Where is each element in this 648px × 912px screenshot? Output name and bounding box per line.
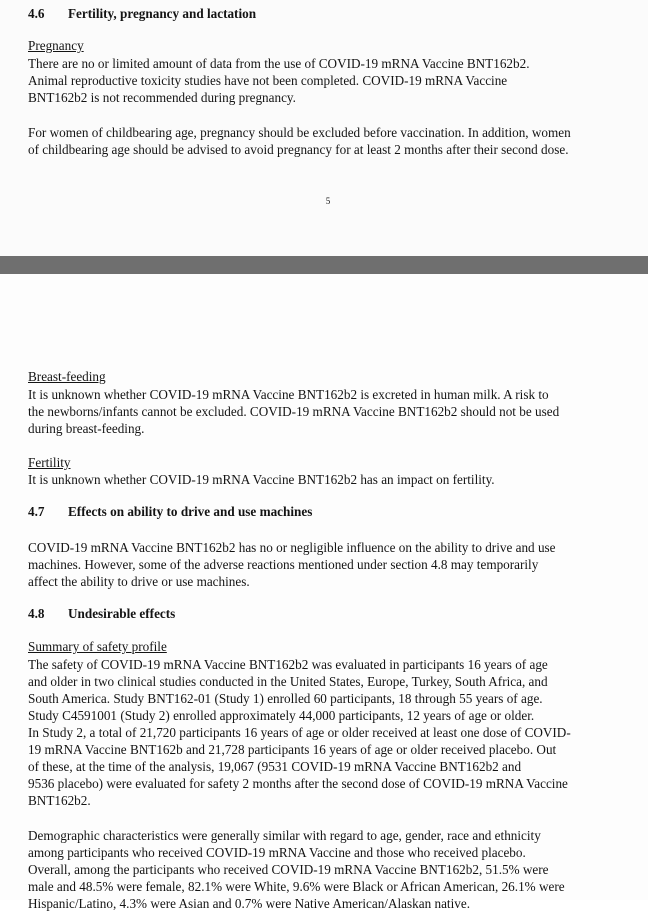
demographics-paragraph — [28, 827, 640, 912]
text-line: It is unknown whether COVID-19 mRNA Vaccine BNT162b2 is excreted in human milk. A risk to — [28, 387, 549, 402]
section-4-7-heading — [28, 504, 312, 520]
pregnancy-paragraph-2 — [28, 124, 640, 158]
text-line: Overall, among the participants who received COVID-19 mRNA Vaccine BNT162b2, 51.5% were — [28, 862, 549, 877]
text-line: South America. Study BNT162-01 (Study 1) enrolled 60 participants, 18 through 55 years of age. — [28, 691, 543, 706]
text-line: the newborns/infants cannot be excluded. COVID-19 mRNA Vaccine BNT162b2 should not be used — [28, 404, 560, 419]
pregnancy-paragraph-1 — [28, 55, 640, 106]
text-line: COVID-19 mRNA Vaccine BNT162b2 has no or negligible influence on the ability to drive and use — [28, 540, 556, 555]
section-number: 4.8 — [28, 606, 45, 621]
text-line: machines. However, some of the adverse reactions mentioned under section 4.8 may temporarily — [28, 557, 539, 572]
page-number: 5 — [325, 196, 331, 206]
text-line: Demographic characteristics were generally similar with regard to age, gender, race and ethnicity — [28, 828, 541, 843]
section-4-7-paragraph — [28, 539, 640, 590]
text-line: For women of childbearing age, pregnancy should be excluded before vaccination. In addition, women — [28, 125, 571, 140]
text-line: among participants who received COVID-19 mRNA Vaccine and those who received placebo. — [28, 845, 526, 860]
text-line: BNT162b2. — [28, 793, 91, 808]
text-line: 9536 placebo) were evaluated for safety 2 months after the second dose of COVID-19 mRNA Vaccine — [28, 776, 568, 791]
breast-feeding-paragraph — [28, 386, 640, 437]
section-title: Undesirable effects — [68, 606, 176, 621]
text-line: It is unknown whether COVID-19 mRNA Vaccine BNT162b2 has an impact on fertility. — [28, 472, 495, 487]
text-line: and older in two clinical studies conducted in the United States, Europe, Turkey, South Africa, and — [28, 674, 548, 689]
text-line: Hispanic/Latino, 4.3% were Asian and 0.7% were Native American/Alaskan native. — [28, 896, 471, 911]
safety-profile-paragraph — [28, 656, 640, 809]
section-number: 4.6 — [28, 6, 45, 21]
section-number: 4.7 — [28, 504, 45, 519]
text-line: affect the ability to drive or use machines. — [28, 574, 250, 589]
text-line: In Study 2, a total of 21,720 participants 16 years of age or older received at least one dose of COVID- — [28, 725, 571, 740]
breast-feeding-heading: Breast-feeding — [28, 369, 106, 384]
text-line: The safety of COVID-19 mRNA Vaccine BNT162b2 was evaluated in participants 16 years of age — [28, 657, 548, 672]
section-4-8-heading — [28, 606, 175, 622]
fertility-heading: Fertility — [28, 455, 71, 470]
document-page-top — [0, 0, 648, 256]
fertility-paragraph — [28, 471, 640, 488]
text-line: male and 48.5% were female, 82.1% were White, 9.6% were Black or African American, 26.1% were — [28, 879, 565, 894]
safety-profile-heading: Summary of safety profile — [28, 639, 167, 654]
text-line: 19 mRNA Vaccine BNT162b and 21,728 participants 16 years of age or older received placebo. Out — [28, 742, 557, 757]
text-line: Study C4591001 (Study 2) enrolled approximately 44,000 participants, 12 years of age or older. — [28, 708, 535, 723]
text-line: Animal reproductive toxicity studies have not been completed. COVID-19 mRNA Vaccine — [28, 73, 508, 88]
text-line: BNT162b2 is not recommended during pregnancy. — [28, 90, 296, 105]
text-line: There are no or limited amount of data from the use of COVID-19 mRNA Vaccine BNT162b2. — [28, 56, 530, 71]
text-line: during breast-feeding. — [28, 421, 145, 436]
pregnancy-heading: Pregnancy — [28, 38, 84, 53]
section-title: Fertility, pregnancy and lactation — [68, 6, 257, 21]
document-page-bottom — [0, 274, 648, 911]
text-line: of childbearing age should be advised to avoid pregnancy for at least 2 months after their second dose. — [28, 142, 569, 157]
section-4-6-heading — [28, 6, 256, 22]
section-title: Effects on ability to drive and use machines — [68, 504, 313, 519]
text-line: of these, at the time of the analysis, 19,067 (9531 COVID-19 mRNA Vaccine BNT162b2 and — [28, 759, 522, 774]
page-separator — [0, 256, 648, 274]
